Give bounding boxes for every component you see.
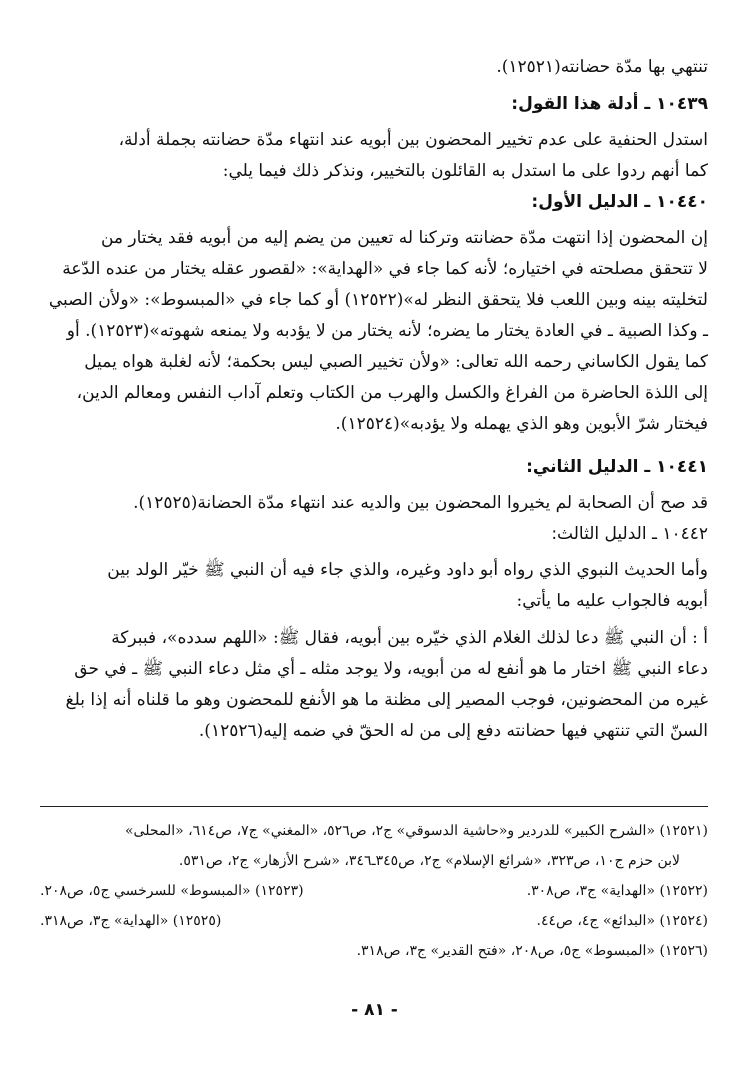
paragraph-line: استدل الحنفية على عدم تخيير المحضون بين أبويه عند انتهاء مدّة حضانته بجملة أدلة، <box>118 130 708 150</box>
paragraph-line: إن المحضون إذا انتهت مدّة حضانته وتركنا له تعيين من يضم إليه من أبويه فقد يختار من <box>100 228 708 248</box>
footnote-divider <box>40 806 708 807</box>
paragraph-line: السنّ التي تنتهي فيها حضانته دفع إلى من له الحقّ في ضمه إليه(١٢٥٢٦). <box>198 721 708 741</box>
paragraph-line: وأما الحديث النبوي الذي رواه أبو داود وغيره، والذي جاء فيه أن النبي ﷺ خيّر الولد بين <box>107 560 708 580</box>
paragraph-line: كما أنهم ردوا على ما استدل به القائلون بالتخيير، ونذكر ذلك فيما يلي: <box>222 161 708 181</box>
footnotes <box>40 816 708 966</box>
section-heading: ١٠٤٤١ ـ الدليل الثاني: <box>526 457 708 477</box>
footnote: (١٢٥٢١) «الشرح الكبير» للدردير و«حاشية الدسوقي» ج٢، ص٥٢٦، «المغني» ج٧، ص٦١٤، «المحلى» <box>124 823 708 839</box>
text-line: تنتهي بها مدّة حضانته(١٢٥٢١). <box>496 57 708 77</box>
paragraph-line: أبويه فالجواب عليه ما يأتي: <box>516 591 708 611</box>
footnote: (١٢٥٢٢) «الهداية» ج٣، ص٣٠٨. <box>526 883 708 899</box>
section-heading: ١٠٤٤٠ ـ الدليل الأول: <box>531 192 708 212</box>
page-body <box>40 52 708 747</box>
footnote-row <box>40 876 708 906</box>
footnote-row <box>40 906 708 936</box>
footnote: (١٢٥٢٥) «الهداية» ج٣، ص٣١٨. <box>40 913 222 929</box>
paragraph-line: ـ وكذا الصبية ـ في العادة يختار ما يضره؛ لأنه يختار من لا يؤدبه ولا يمنعه شهوته»(١٢٥٢٣). أو <box>66 321 708 341</box>
paragraph-line: فيختار شرّ الأبوين وهو الذي يهمله ولا يؤدبه»(١٢٥٢٤). <box>335 414 708 434</box>
footnote: (١٢٥٢٣) «المبسوط» للسرخسي ج٥، ص٢٠٨. <box>40 883 304 899</box>
page-number: - ٨١ - <box>351 1000 398 1020</box>
paragraph-line: قد صح أن الصحابة لم يخيروا المحضون بين والديه عند انتهاء مدّة الحضانة(١٢٥٢٥). <box>133 493 708 513</box>
section-heading: ١٠٤٣٩ ـ أدلة هذا القول: <box>511 94 708 114</box>
footnote: لابن حزم ج١٠، ص٣٢٣، «شرائع الإسلام» ج٢، ص٣٤٥ـ٣٤٦، «شرح الأزهار» ج٢، ص٥٣١. <box>178 853 680 869</box>
footnote: (١٢٥٢٤) «البدائع» ج٤، ص٤٤. <box>536 913 708 929</box>
paragraph-line: دعاء النبي ﷺ اختار ما هو أنفع له من أبويه، ولا يوجد مثله ـ أي مثل دعاء النبي ﷺ ـ في حق <box>74 659 708 679</box>
footnote: (١٢٥٢٦) «المبسوط» ج٥، ص٢٠٨، «فتح القدير» ج٣، ص٣١٨. <box>356 943 708 959</box>
paragraph-line: كما يقول الكاساني رحمه الله تعالى: «ولأن تخيير الصبي ليس بحكمة؛ لأنه لغلبة هواه يميل <box>84 352 708 372</box>
paragraph-line: غيره من المحضونين، فوجب المصير إلى مظنة ما هو الأنفع للمحضون وهو ما قلناه أنه إذا بلغ <box>65 690 708 710</box>
paragraph-line: إلى اللذة الحاضرة من الفراغ والكسل والهرب من الكتاب وتعلم آداب النفس ومعالم الدين، <box>76 383 708 403</box>
paragraph-line: لا تتحقق مصلحته في اختياره؛ لأنه كما جاء في «الهداية»: «لقصور عقله يختار من عنده الدّعة <box>62 259 708 279</box>
paragraph-line: لتخليته بينه وبين اللعب فلا يتحقق النظر له»(١٢٥٢٢) أو كما جاء في «المبسوط»: «ولأن الصبي <box>48 290 708 310</box>
section-heading: ١٠٤٤٢ ـ الدليل الثالث: <box>551 524 708 544</box>
paragraph-line: أ : أن النبي ﷺ دعا لذلك الغلام الذي خيّره بين أبويه، فقال ﷺ: «اللهم سدده»، فببركة <box>111 628 708 648</box>
